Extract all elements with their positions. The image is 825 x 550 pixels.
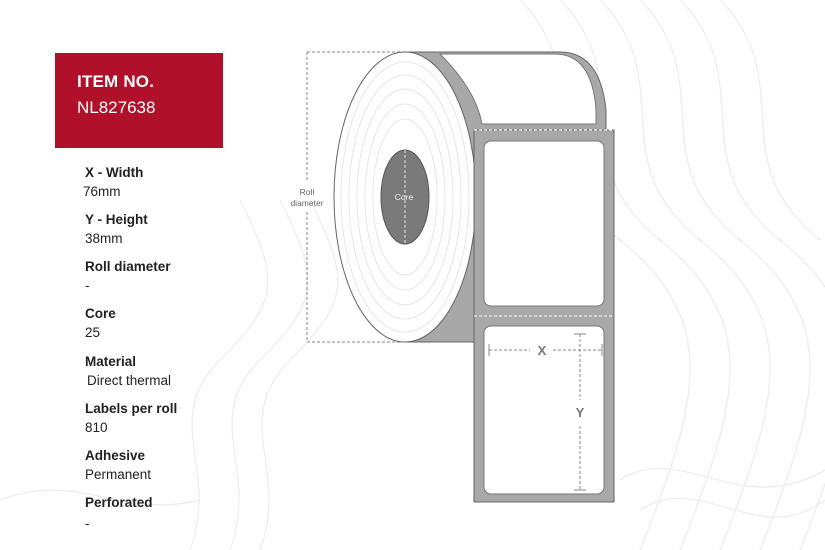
- core-label: Core: [394, 192, 414, 202]
- spec-value: 38mm: [85, 231, 123, 246]
- spec-label: Perforated: [85, 495, 153, 510]
- spec-value: Direct thermal: [87, 373, 172, 388]
- spec-label: Adhesive: [85, 448, 146, 463]
- spec-label: Material: [85, 354, 137, 369]
- spec-value: Permanent: [85, 467, 152, 482]
- label-1: [484, 141, 604, 306]
- y-dimension-label: Y: [575, 405, 585, 420]
- roll-diameter-label-2: diameter: [290, 198, 324, 208]
- x-dimension-label: X: [537, 343, 547, 358]
- spec-value: -: [85, 278, 90, 293]
- item-number: NL827638: [77, 98, 156, 117]
- spec-label: Y - Height: [85, 212, 148, 227]
- roll-diameter-label-1: Roll: [299, 187, 315, 197]
- spec-value: 76mm: [83, 184, 121, 199]
- spec-label: Core: [85, 306, 116, 321]
- spec-value: 25: [85, 325, 101, 340]
- spec-value: -: [85, 516, 90, 531]
- spec-value: 810: [85, 420, 108, 435]
- spec-label: X - Width: [85, 165, 144, 180]
- item-heading: ITEM NO.: [77, 72, 155, 91]
- spec-label: Roll diameter: [85, 259, 171, 274]
- spec-label: Labels per roll: [85, 401, 178, 416]
